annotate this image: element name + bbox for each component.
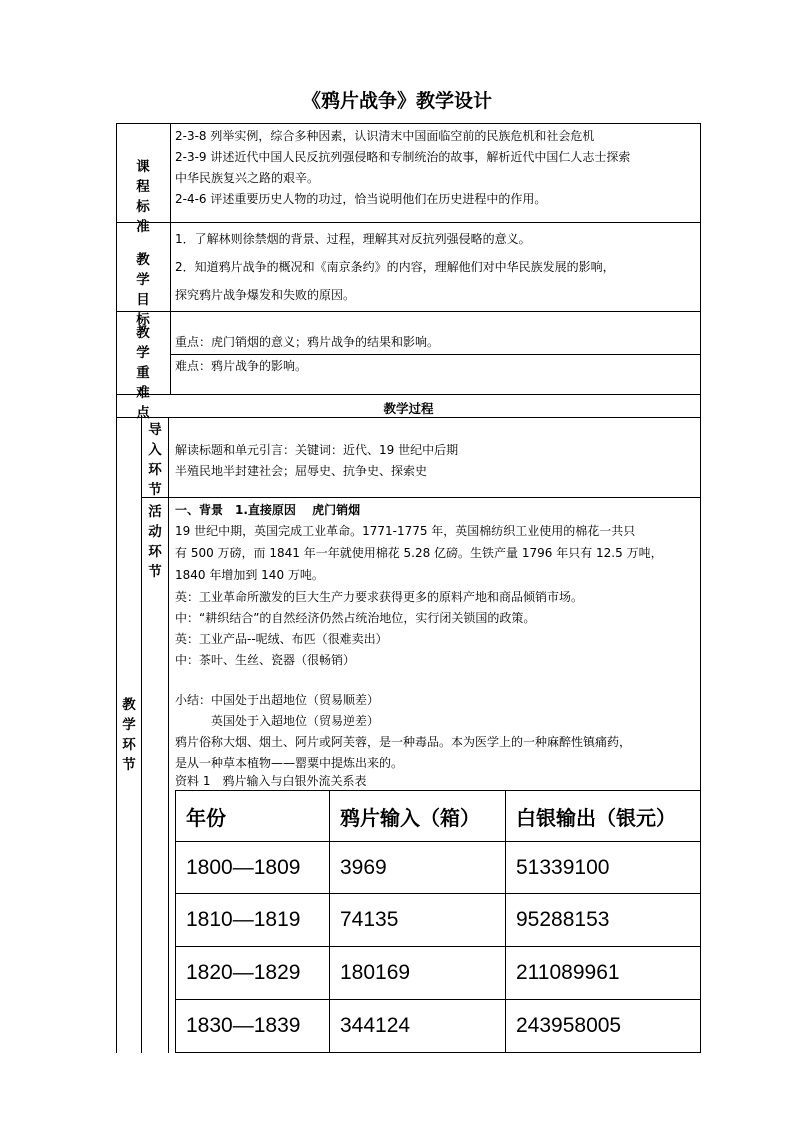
activity-label [145,502,165,582]
row-divider-intro [141,497,701,498]
intro-line-1: 解读标题和单元引言：关键词：近代、19 世纪中后期 [175,443,459,457]
cell-year: 1810—1819 [176,894,330,947]
activity-heading: 一、背景 1.直接原因 虎门销烟 [175,503,361,517]
row-divider-goals [116,311,701,312]
goals-label-text: 教 学 目 标 [136,252,150,328]
row-divider-process-heading [116,417,701,418]
standards-line-2: 2-3-9 讲述近代中国人民反抗列强侵略和专制统治的故事，解析近代中国仁人志士探索 [175,150,631,164]
intro-label-text: 导 入 环 节 [148,422,162,498]
standards-label [124,157,162,237]
cell-opium: 3969 [330,842,506,894]
process-side-label [118,695,140,775]
standards-line-4: 2-4-6 评述重要历史人物的功过，恰当说明他们在历史进程中的作用。 [175,192,547,206]
activity-line-2: 有 500 万磅，而 1841 年一年就使用棉花 5.28 亿磅。生铁产量 1796 年只有 12.5 万吨， [175,546,663,560]
activity-line-4: 英：工业革命所激发的巨大生产力要求获得更多的原料产地和商品倾销市场。 [175,590,584,604]
table-row [176,947,701,1000]
difficulty-label-text: 教 学 重 难 点 [136,325,150,421]
row-divider-difficulty [116,394,701,395]
cell-year: 1800—1809 [176,842,330,894]
source-caption: 资料 1 鸦片输入与白银外流关系表 [175,774,367,788]
opium-desc-line-1: 鸦片俗称大烟、烟土、阿片或阿芙蓉，是一种毒品。本为医学上的一种麻醉性镇痛药， [175,735,632,749]
table-header-row [176,791,701,842]
opium-desc-line-2: 是从一种草本植物——罂粟中提炼出来的。 [175,756,404,770]
goals-line-2: 2．知道鸦片战争的概况和《南京条约》的内容，理解他们对中华民族发展的影响， [175,260,615,274]
goals-line-3: 探究鸦片战争爆发和失败的原因。 [175,288,356,302]
cell-silver: 95288153 [506,894,701,947]
row-divider-key-hard [170,354,701,355]
cell-opium: 74135 [330,894,506,947]
standards-label-text: 课 程 标 准 [136,159,150,235]
standards-line-3: 中华民族复兴之路的艰辛。 [175,171,320,185]
process-side-label-text: 教 学 环 节 [122,697,136,773]
header-silver-export: 白银输出（银元） [506,791,701,842]
activity-line-1: 19 世纪中期，英国完成工业革命。1771-1775 年，英国棉纺织工业使用的棉花一共只 [175,524,636,538]
cell-opium: 344124 [330,1000,506,1053]
table-row [176,842,701,894]
cell-year: 1820—1829 [176,947,330,1000]
process-side-divider [141,417,142,1053]
cell-opium: 180169 [330,947,506,1000]
activity-label-text: 活 动 环 节 [148,504,162,580]
header-opium-import: 鸦片输入（箱） [330,791,506,842]
activity-line-3: 1840 年增加到 140 万吨。 [175,568,324,582]
row-divider-standards [116,222,701,223]
table-row [176,894,701,947]
cell-silver: 51339100 [506,842,701,894]
activity-line-6: 英：工业产品--呢绒、布匹（很难卖出） [175,632,388,646]
opium-silver-table [175,790,701,1053]
intro-line-2: 半殖民地半封建社会；屈辱史、抗争史、探索史 [175,464,428,478]
goals-label [124,250,162,330]
cell-silver: 211089961 [506,947,701,1000]
table-row [176,1000,701,1053]
cell-silver: 243958005 [506,1000,701,1053]
table-border-left [116,123,117,1053]
summary-line-1: 小结：中国处于出超地位（贸易顺差） [175,693,380,707]
table-border-top [116,123,701,124]
hard-point: 难点：鸦片战争的影响。 [175,359,308,373]
process-label-divider [168,417,169,1053]
header-year: 年份 [176,791,330,842]
intro-label [145,420,165,500]
cell-year: 1830—1839 [176,1000,330,1053]
activity-line-7: 中：茶叶、生丝、瓷器（很畅销） [175,653,356,667]
goals-line-1: 1．了解林则徐禁烟的背景、过程，理解其对反抗列强侵略的意义。 [175,232,531,246]
key-point: 重点：虎门销烟的意义；鸦片战争的结果和影响。 [175,335,440,349]
standards-line-1: 2-3-8 列举实例，综合多种因素，认识清末中国面临空前的民族危机和社会危机 [175,129,595,143]
process-heading: 教学过程 [383,401,434,416]
summary-line-2: 英国处于入超地位（贸易逆差） [175,714,380,728]
document-title: 《鸦片战争》教学设计 [301,90,492,112]
activity-line-5: 中：“耕织结合”的自然经济仍然占统治地位，实行闭关锁国的政策。 [175,611,536,625]
